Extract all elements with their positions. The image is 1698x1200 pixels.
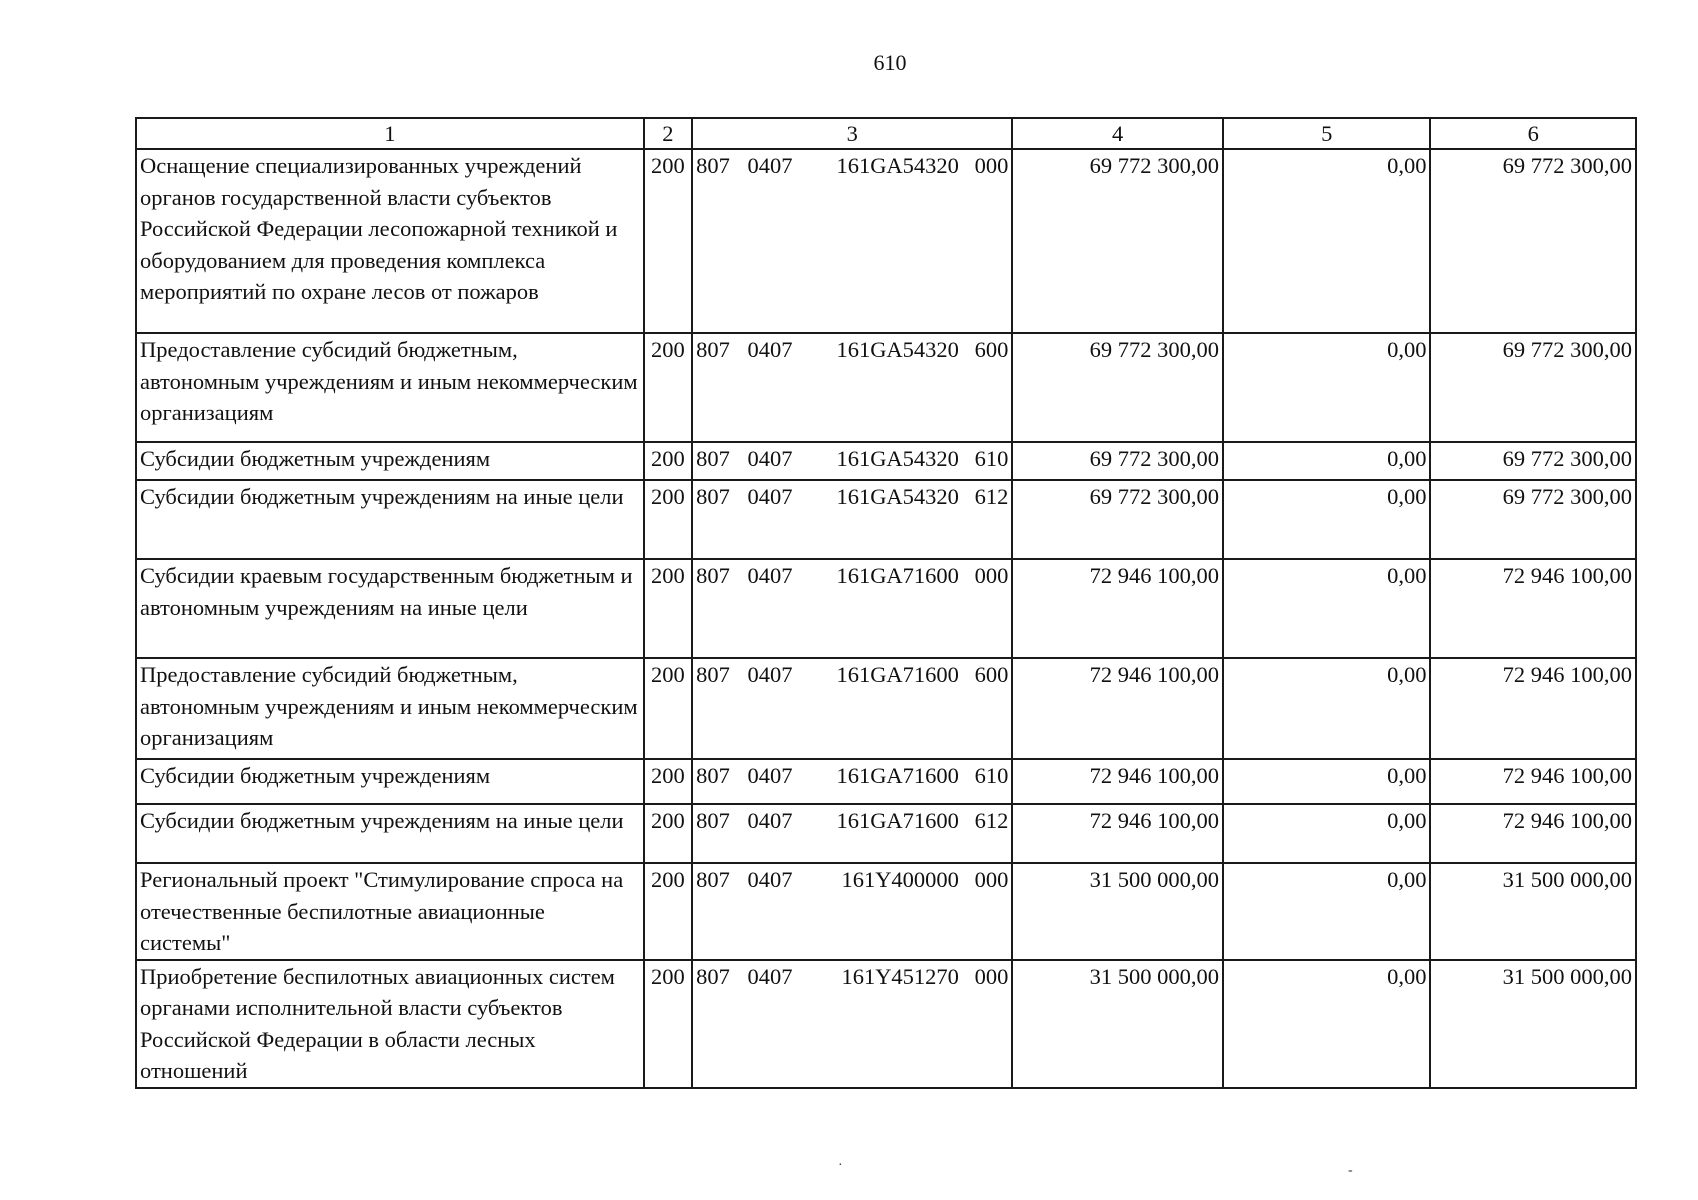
- code-part: 807: [696, 662, 730, 687]
- row-classification-code: [692, 804, 1012, 863]
- row-section-code: 200: [644, 759, 692, 804]
- row-amount-col6: 69 772 300,00: [1430, 149, 1636, 333]
- row-description: Приобретение беспилотных авиационных систем органами исполнительной власти субъектов Российской Федерации в области лесных отношений: [136, 960, 644, 1088]
- row-amount-col5: 0,00: [1223, 442, 1431, 480]
- row-amount-col4: 69 772 300,00: [1012, 149, 1223, 333]
- row-classification-code: [692, 442, 1012, 480]
- row-amount-col4: 69 772 300,00: [1012, 480, 1223, 559]
- header-cell-1: 1: [136, 118, 644, 149]
- table-row: [136, 960, 1636, 1088]
- row-description: Субсидии бюджетным учреждениям: [136, 759, 644, 804]
- row-amount-col4: 72 946 100,00: [1012, 759, 1223, 804]
- row-amount-col6: 31 500 000,00: [1430, 960, 1636, 1088]
- code-part: 161Y400000: [841, 867, 959, 892]
- code-part: 807: [696, 153, 730, 178]
- row-amount-col6: 72 946 100,00: [1430, 759, 1636, 804]
- row-amount-col5: 0,00: [1223, 960, 1431, 1088]
- row-section-code: 200: [644, 149, 692, 333]
- row-amount-col4: 72 946 100,00: [1012, 658, 1223, 759]
- row-classification-code: [692, 759, 1012, 804]
- row-classification-code: [692, 559, 1012, 658]
- row-amount-col6: 72 946 100,00: [1430, 559, 1636, 658]
- code-part: 0407: [747, 446, 793, 471]
- table-row: [136, 559, 1636, 658]
- row-description: Субсидии бюджетным учреждениям: [136, 442, 644, 480]
- code-part: 0407: [747, 867, 793, 892]
- row-classification-code: [692, 863, 1012, 960]
- row-section-code: 200: [644, 960, 692, 1088]
- row-amount-col4: 69 772 300,00: [1012, 442, 1223, 480]
- row-amount-col4: 69 772 300,00: [1012, 333, 1223, 442]
- row-section-code: 200: [644, 863, 692, 960]
- code-part: 807: [696, 563, 730, 588]
- code-part: 161GA71600: [836, 808, 959, 833]
- code-part: 161GA54320: [836, 153, 959, 178]
- row-classification-code: [692, 333, 1012, 442]
- table-row: [136, 333, 1636, 442]
- row-section-code: 200: [644, 442, 692, 480]
- row-classification-code: [692, 658, 1012, 759]
- row-amount-col5: 0,00: [1223, 804, 1431, 863]
- code-part: 161Y451270: [841, 963, 959, 989]
- code-part: 0407: [747, 484, 793, 509]
- scan-speck: -: [1348, 1163, 1353, 1178]
- row-section-code: 200: [644, 658, 692, 759]
- scan-speck: ·: [838, 1158, 843, 1173]
- code-part: 161GA54320: [836, 337, 959, 362]
- row-description: Субсидии бюджетным учреждениям на иные цели: [136, 480, 644, 559]
- table-row: [136, 759, 1636, 804]
- row-section-code: 200: [644, 480, 692, 559]
- header-cell-2: 2: [644, 118, 692, 149]
- header-cell-4: 4: [1012, 118, 1223, 149]
- code-part: 000: [974, 153, 1009, 178]
- code-part: 807: [696, 963, 730, 989]
- table-row: [136, 658, 1636, 759]
- row-amount-col5: 0,00: [1223, 149, 1431, 333]
- row-description: Субсидии краевым государственным бюджетным и автономным учреждениям на иные цели: [136, 559, 644, 658]
- code-part: 600: [974, 662, 1009, 687]
- code-part: 161GA71600: [836, 563, 959, 588]
- header-row: [136, 118, 1636, 149]
- table-row: [136, 442, 1636, 480]
- budget-table: [135, 117, 1637, 1089]
- code-part: 0407: [747, 337, 793, 362]
- code-part: 807: [696, 337, 730, 362]
- header-cell-3: 3: [692, 118, 1012, 149]
- code-part: 161GA54320: [836, 446, 959, 471]
- row-description: Предоставление субсидий бюджетным, автономным учреждениям и иным некоммерческим организациям: [136, 658, 644, 759]
- row-amount-col5: 0,00: [1223, 559, 1431, 658]
- row-amount-col5: 0,00: [1223, 863, 1431, 960]
- row-description: Субсидии бюджетным учреждениям на иные цели: [136, 804, 644, 863]
- row-description: Оснащение специализированных учреждений органов государственной власти субъектов Российской Федерации лесопожарной техникой и оборудованием для проведения комплекса мероприятий по охране лесов от пожаров: [136, 149, 644, 333]
- code-part: 0407: [747, 763, 793, 788]
- code-part: 000: [974, 867, 1009, 892]
- row-classification-code: [692, 960, 1012, 1088]
- code-part: 610: [974, 446, 1009, 471]
- row-amount-col4: 31 500 000,00: [1012, 863, 1223, 960]
- row-amount-col5: 0,00: [1223, 333, 1431, 442]
- code-part: 807: [696, 867, 730, 892]
- code-part: 612: [974, 484, 1009, 509]
- row-amount-col5: 0,00: [1223, 480, 1431, 559]
- row-amount-col4: 31 500 000,00: [1012, 960, 1223, 1088]
- table-row: [136, 863, 1636, 960]
- code-part: 612: [974, 808, 1009, 833]
- code-part: 000: [974, 563, 1009, 588]
- code-part: 0407: [747, 153, 793, 178]
- header-cell-6: 6: [1430, 118, 1636, 149]
- row-amount-col5: 0,00: [1223, 759, 1431, 804]
- row-classification-code: [692, 149, 1012, 333]
- row-amount-col6: 69 772 300,00: [1430, 442, 1636, 480]
- row-amount-col6: 31 500 000,00: [1430, 863, 1636, 960]
- row-description: Региональный проект "Стимулирование спроса на отечественные беспилотные авиационные системы": [136, 863, 644, 960]
- row-section-code: 200: [644, 333, 692, 442]
- code-part: 807: [696, 808, 730, 833]
- table-row: [136, 480, 1636, 559]
- code-part: 0407: [747, 963, 793, 989]
- code-part: 807: [696, 446, 730, 471]
- code-part: 0407: [747, 808, 793, 833]
- table-row: [136, 804, 1636, 863]
- row-section-code: 200: [644, 804, 692, 863]
- code-part: 600: [974, 337, 1009, 362]
- row-amount-col4: 72 946 100,00: [1012, 804, 1223, 863]
- code-part: 807: [696, 484, 730, 509]
- row-section-code: 200: [644, 559, 692, 658]
- code-part: 161GA54320: [836, 484, 959, 509]
- row-description: Предоставление субсидий бюджетным, автономным учреждениям и иным некоммерческим организациям: [136, 333, 644, 442]
- row-amount-col6: 69 772 300,00: [1430, 480, 1636, 559]
- code-part: 161GA71600: [836, 763, 959, 788]
- code-part: 807: [696, 763, 730, 788]
- code-part: 000: [974, 963, 1009, 989]
- row-amount-col6: 69 772 300,00: [1430, 333, 1636, 442]
- code-part: 0407: [747, 563, 793, 588]
- row-amount-col5: 0,00: [1223, 658, 1431, 759]
- page-number: 610: [873, 50, 907, 75]
- code-part: 161GA71600: [836, 662, 959, 687]
- row-amount-col6: 72 946 100,00: [1430, 658, 1636, 759]
- row-classification-code: [692, 480, 1012, 559]
- code-part: 610: [974, 763, 1009, 788]
- table-row: [136, 149, 1636, 333]
- row-amount-col6: 72 946 100,00: [1430, 804, 1636, 863]
- row-amount-col4: 72 946 100,00: [1012, 559, 1223, 658]
- header-cell-5: 5: [1223, 118, 1431, 149]
- code-part: 0407: [747, 662, 793, 687]
